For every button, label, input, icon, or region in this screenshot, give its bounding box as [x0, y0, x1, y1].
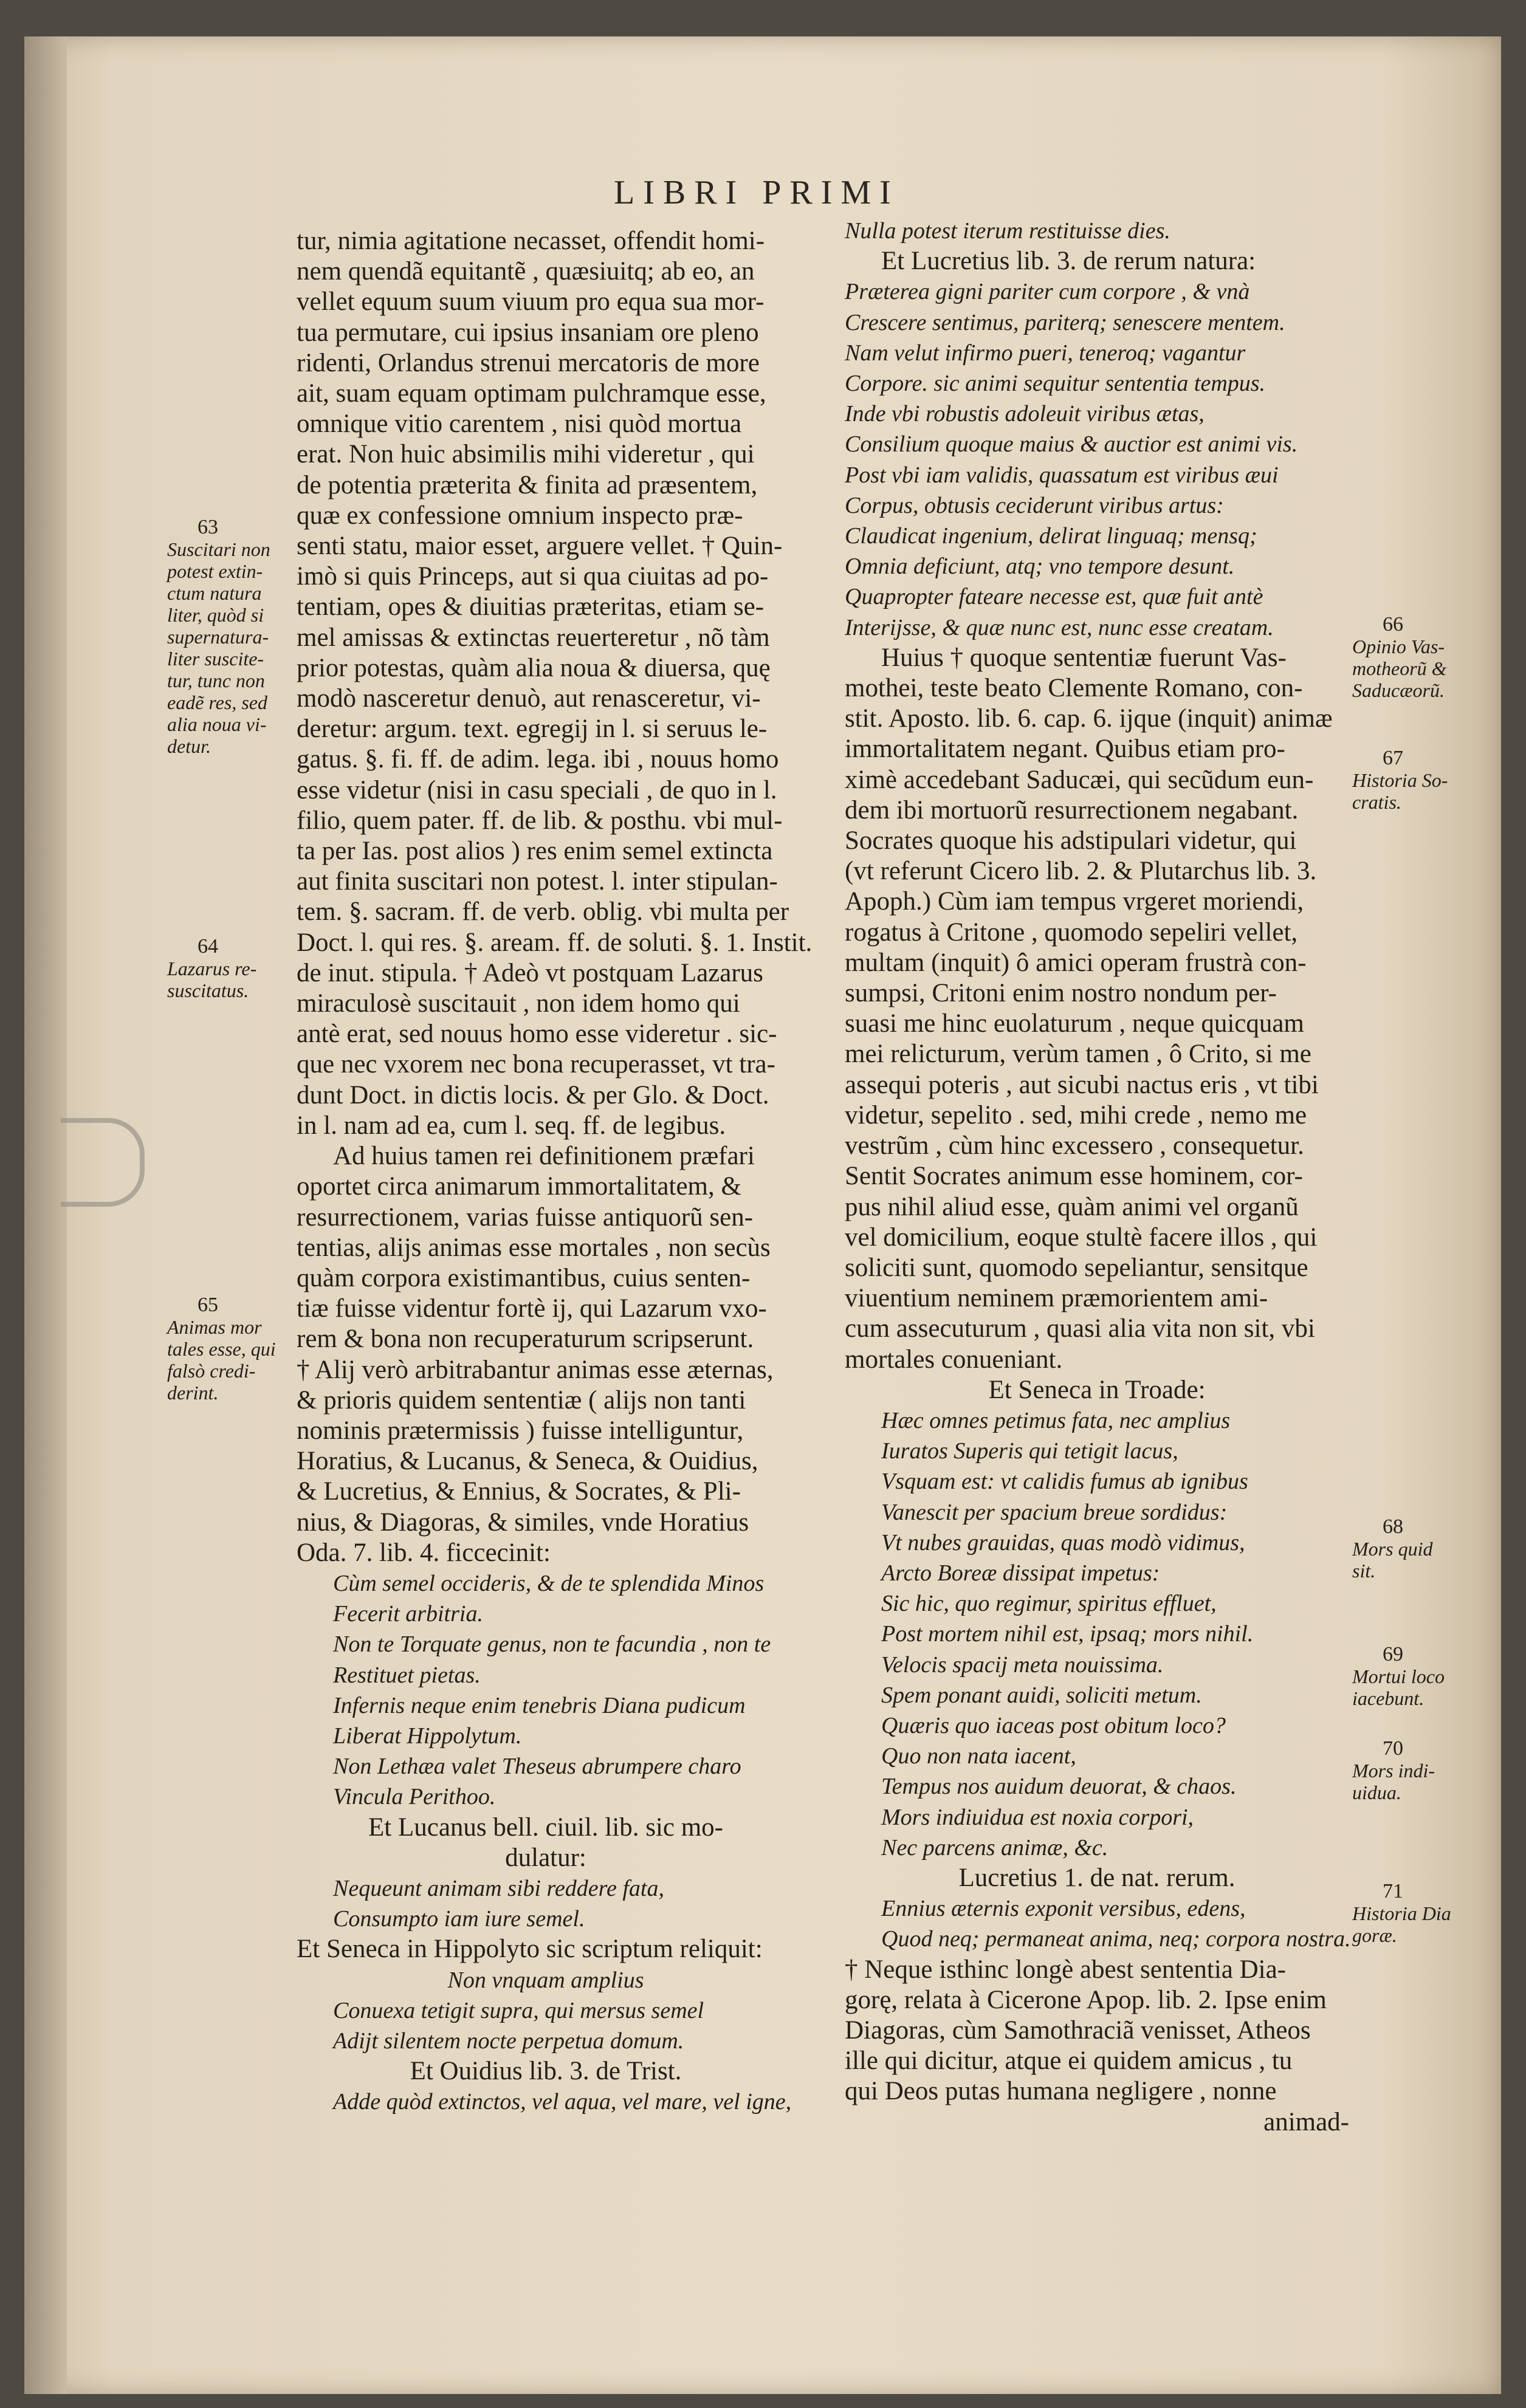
text-line: Sic hic, quo regimur, spiritus effluet,	[881, 1591, 1217, 1617]
text-line: de inut. stipula. † Adeò vt postquam Lazarus	[297, 958, 763, 987]
text-line: tiæ fuisse videntur fortè ij, qui Lazarum vxo-	[297, 1294, 767, 1323]
text-line: Crescere sentimus, pariterq; senescere mentem.	[845, 309, 1285, 335]
margin-note	[1352, 614, 1447, 701]
text-line: Quo non nata iacent,	[881, 1743, 1076, 1769]
text-line: Interijsse, & quæ nunc est, nunc esse creatam.	[845, 614, 1274, 640]
text-line: quàm corpora existimantibus, cuius senten-	[297, 1263, 751, 1292]
text-line: tur, nimia agitatione necasset, offendit homi-	[297, 227, 765, 255]
text-line: Horatius, & Lucanus, & Seneca, & Ouidius,	[297, 1447, 758, 1476]
text-line: Præterea gigni pariter cum corpore , & vnà	[845, 279, 1250, 305]
text-line: Adijt silentem nocte perpetua domum.	[333, 2028, 684, 2054]
text-line: tem. §. sacram. ff. de verb. oblig. vbi multa per	[297, 897, 789, 927]
text-line: ximè accedebant Saducæi, qui secũdum eun-	[845, 765, 1314, 794]
text-line: mei relicturum, verùm tamen , ô Crito, si me	[845, 1040, 1311, 1069]
text-line: Et Seneca in Troade:	[988, 1375, 1206, 1404]
text-line: Socrates quoque his adstipulari videtur, qui	[845, 826, 1297, 856]
text-line: Adde quòd extinctos, vel aqua, vel mare, vel igne,	[333, 2089, 792, 2115]
margin-note-number: 68	[1383, 1515, 1403, 1538]
text-line: Iuratos Superis qui tetigit lacus,	[881, 1438, 1178, 1464]
text-line: in l. nam ad ea, cum l. seq. ff. de legibus.	[297, 1111, 726, 1140]
text-line: Cùm semel occideris, & de te splendida Minos	[333, 1570, 765, 1596]
text-line: pus nihil aliud esse, quàm animi vel organũ	[845, 1192, 1299, 1221]
text-line: qui Deos putas humana negligere , nonne	[845, 2077, 1277, 2106]
text-line: † Neque isthinc longè abest sententia Dia-	[845, 1955, 1287, 1984]
text-line: vellet equum suum viuum pro equa sua mor-	[297, 287, 765, 317]
text-line: Nam velut infirmo pueri, teneroq; vagantur	[845, 340, 1246, 366]
text-line: Conuexa tetigit supra, qui mersus semel	[333, 1997, 704, 2023]
text-line: Omnia deficiunt, atq; vno tempore desunt.	[845, 554, 1235, 580]
text-line: Post mortem nihil est, ipsaq; mors nihil.	[881, 1621, 1254, 1647]
margin-note-line: falsò credi-	[167, 1360, 256, 1382]
text-line: nius, & Diagoras, & similes, vnde Horatius	[297, 1508, 749, 1537]
text-line: ille qui dicitur, atque ei quidem amicus , tu	[845, 2046, 1293, 2076]
margin-note-line: eadẽ res, sed	[167, 691, 267, 713]
margin-note	[167, 516, 270, 757]
text-line: nem quendã equitantẽ , quæsiuitq; ab eo, an	[297, 257, 755, 286]
margin-note	[167, 936, 256, 1001]
right-text-column	[845, 216, 1349, 2138]
text-line: Apoph.) Cùm iam tempus vrgeret moriendi,	[845, 887, 1304, 916]
text-line: Tempus nos auidum deuorat, & chaos.	[881, 1774, 1237, 1800]
margin-note-line: alia noua vi-	[167, 713, 267, 735]
text-line: Nequeunt animam sibi reddere fata,	[333, 1875, 664, 1901]
text-line: Vanescit per spacium breue sordidus:	[881, 1499, 1228, 1525]
margin-note-number: 69	[1383, 1643, 1403, 1665]
text-line: Fecerit arbitria.	[333, 1601, 483, 1627]
margin-note-line: liter, quòd si	[167, 604, 264, 626]
text-line: assequi poteris , aut sicubi nactus eris , vt tibi	[845, 1070, 1319, 1099]
text-line: imò si quis Princeps, aut si qua ciuitas ad po-	[297, 562, 769, 591]
text-line: Hæc omnes petimus fata, nec amplius	[881, 1407, 1231, 1433]
text-line: gatus. §. fi. ff. de adim. lega. ibi , nouus homo	[297, 745, 779, 774]
text-line: que nec vxorem nec bona recuperasset, vt tra-	[297, 1050, 775, 1079]
margin-note	[167, 1294, 276, 1404]
text-line: modò nasceretur denuò, aut renasceretur, vi-	[297, 684, 761, 713]
text-line: tentias, alijs animas esse mortales , non secùs	[297, 1233, 771, 1262]
margin-note-line: goræ.	[1352, 1924, 1397, 1946]
margin-note-line: potest extin-	[167, 560, 263, 582]
margin-note-line: Animas mor	[167, 1316, 262, 1338]
text-line: Nulla potest iterum restituisse dies.	[845, 218, 1170, 244]
text-line: Et Ouidius lib. 3. de Trist.	[410, 2057, 682, 2086]
text-line: (vt referunt Cicero lib. 2. & Plutarchus lib. 3.	[845, 857, 1317, 886]
text-line: Spem ponant auidi, soliciti metum.	[881, 1682, 1202, 1708]
margin-note-line: cratis.	[1352, 791, 1401, 813]
text-line: Infernis neque enim tenebris Diana pudicum	[333, 1692, 746, 1718]
margin-note-number: 67	[1383, 747, 1403, 769]
text-line: de potentia præterita & finita ad præsentem,	[297, 470, 758, 499]
margin-note-line: ctum natura	[167, 582, 262, 604]
text-line: Non Lethæa valet Theseus abrumpere charo	[333, 1754, 741, 1780]
margin-note	[1352, 747, 1448, 813]
text-line: deretur: argum. text. egregij in l. si seruus le-	[297, 715, 768, 744]
binding-edge	[24, 36, 67, 2394]
text-line: dulatur:	[505, 1843, 586, 1872]
text-line: Et Lucanus bell. ciuil. lib. sic mo-	[368, 1813, 723, 1842]
margin-note-number: 63	[198, 516, 218, 538]
margin-note-line: Lazarus re-	[167, 958, 257, 979]
text-line: animad-	[1263, 2107, 1349, 2136]
text-line: cum assecuturum , quasi alia vita non sit, vbi	[845, 1314, 1315, 1343]
text-line: erat. Non huic absimilis mihi videretur , qui	[297, 440, 755, 469]
text-line: & prioris quidem sententiæ ( alijs non tanti	[297, 1385, 746, 1415]
text-line: Et Seneca in Hippolyto sic scriptum reliquit:	[297, 1935, 763, 1964]
text-line: Consumpto iam iure semel.	[333, 1906, 585, 1932]
text-line: † Alij verò arbitrabantur animas esse æternas,	[297, 1355, 774, 1384]
text-line: Post vbi iam validis, quassatum est viribus æui	[845, 462, 1279, 488]
text-line: suasi me hinc euolaturum , neque quicquam	[845, 1009, 1304, 1038]
text-line: senti statu, maior esset, arguere vellet. † Quin-	[297, 532, 783, 561]
running-head: LIBRI PRIMI	[614, 174, 899, 211]
text-line: videtur, sepelito . sed, mihi crede , nemo me	[845, 1100, 1307, 1130]
text-line: stit. Aposto. lib. 6. cap. 6. ijque (inquit) animæ	[845, 704, 1333, 733]
text-line: gorę, relata à Cicerone Apop. lib. 2. Ipse enim	[845, 1985, 1327, 2014]
text-line: dunt Doct. in dictis locis. & per Glo. & Doct.	[297, 1080, 769, 1110]
text-line: & Lucretius, & Ennius, & Socrates, & Pli-	[297, 1477, 741, 1506]
margin-note-line: uidua.	[1352, 1782, 1401, 1803]
text-line: filio, quem pater. ff. de lib. & posthu. vbi mul-	[297, 806, 783, 835]
text-line: Ennius æternis exponit versibus, edens,	[881, 1896, 1246, 1922]
text-line: Diagoras, cùm Samothraciã venisset, Atheos	[845, 2015, 1311, 2045]
text-line: Nec parcens animæ, &c.	[881, 1834, 1108, 1861]
text-line: aut finita suscitari non potest. l. inter stipulan-	[297, 867, 778, 896]
text-line: Vsquam est: vt calidis fumus ab ignibus	[881, 1469, 1248, 1495]
text-line: Inde vbi robustis adoleuit viribus ætas,	[845, 401, 1205, 427]
text-line: resurrectionem, varias fuisse antiquorũ sen-	[297, 1202, 754, 1232]
margin-note-line: Opinio Vas-	[1352, 636, 1445, 657]
text-line: miraculosè suscitauit , non idem homo qui	[297, 989, 740, 1018]
text-line: Sentit Socrates animum esse hominem, cor-	[845, 1162, 1303, 1191]
text-line: Et Lucretius lib. 3. de rerum natura:	[881, 247, 1256, 276]
margin-note-line: tales esse, qui	[167, 1338, 276, 1360]
text-line: Restituet pietas.	[333, 1662, 481, 1688]
left-text-column	[297, 226, 813, 2118]
text-line: Doct. l. qui res. §. aream. ff. de soluti. §. 1. Instit.	[297, 928, 813, 957]
text-line: mothei, teste beato Clemente Romano, con-	[845, 674, 1303, 703]
text-line: Velocis spacij meta nouissima.	[881, 1652, 1164, 1678]
text-line: Liberat Hippolytum.	[333, 1723, 522, 1749]
paper-clip	[61, 1118, 145, 1207]
text-line: prior potestas, quàm alia noua & diuersa, quę	[297, 653, 771, 682]
text-line: Quapropter fateare necesse est, quæ fuit antè	[845, 584, 1263, 610]
margin-note-line: Mors quid	[1352, 1538, 1433, 1560]
margin-note	[1352, 1644, 1445, 1709]
text-line: ridenti, Orlandus strenui mercatoris de more	[297, 348, 760, 377]
text-line: esse videtur (nisi in casu speciali , de quo in l.	[297, 775, 777, 804]
margin-note-line: Historia Dia	[1352, 1902, 1451, 1924]
margin-note	[1352, 1881, 1451, 1946]
text-line: viuentium neminem præmorientem ami-	[845, 1284, 1268, 1313]
margin-note-line: iacebunt.	[1352, 1687, 1425, 1709]
text-line: Quæris quo iaceas post obitum loco?	[881, 1712, 1226, 1738]
text-line: Quod neq; permaneat anima, neq; corpora nostra.	[881, 1926, 1351, 1952]
text-line: Vt nubes grauidas, quas modò vidimus,	[881, 1529, 1245, 1556]
text-line: mortales conueniant.	[845, 1345, 1063, 1374]
margin-note-line: liter suscite-	[167, 648, 264, 670]
margin-note-number: 66	[1383, 613, 1403, 636]
margin-note-line: suscitatus.	[167, 979, 249, 1001]
text-line: mel amissas & extinctas reuerteretur , nõ tàm	[297, 623, 770, 652]
text-line: rem & bona non recuperaturum scripserunt.	[297, 1325, 754, 1354]
text-line: nominis prætermissis ) fuisse intelliguntur,	[297, 1416, 744, 1445]
margin-note-line: motheorũ &	[1352, 657, 1447, 679]
margin-note-line: sit.	[1352, 1560, 1376, 1582]
margin-note-number: 64	[198, 935, 218, 958]
text-line: Lucretius 1. de nat. rerum.	[958, 1863, 1236, 1892]
text-line: vel domicilium, eoque stultè facere illos , qui	[845, 1223, 1318, 1252]
text-line: rogatus à Critone , quomodo sepeliri vellet,	[845, 918, 1298, 947]
margin-note-number: 65	[198, 1294, 218, 1316]
text-line: vestrũm , cùm hinc excessero , consequetur.	[845, 1131, 1304, 1161]
text-line: Non vnquam amplius	[447, 1967, 644, 1993]
text-line: ait, suam equam optimam pulchramque esse,	[297, 379, 766, 408]
text-line: ta per Ias. post alios ) res enim semel extincta	[297, 837, 773, 866]
text-line: Ad huius tamen rei definitionem præfari	[333, 1142, 755, 1171]
margin-note-line: Suscitari non	[167, 538, 270, 560]
text-line: Non te Torquate genus, non te facundia , non te	[333, 1631, 771, 1658]
margin-note-line: Mors indi-	[1352, 1760, 1435, 1782]
text-line: dem ibi mortuorũ resurrectionem negabant.	[845, 795, 1299, 825]
text-line: antè erat, sed nouus homo esse videretur . sic-	[297, 1020, 777, 1049]
text-line: Mors indiuidua est noxia corpori,	[881, 1804, 1194, 1830]
text-line: immortalitatem negant. Quibus etiam pro-	[845, 735, 1285, 764]
text-line: Arcto Boreæ dissipat impetus:	[881, 1560, 1160, 1586]
margin-note-line: Saducæorũ.	[1352, 679, 1445, 701]
margin-note-line: supernatura-	[167, 626, 269, 648]
text-line: Corpus, obtusis ceciderunt viribus artus:	[845, 492, 1224, 518]
text-line: sumpsi, Critoni enim nostro nondum per-	[845, 979, 1277, 1008]
text-line: Claudicat ingenium, delirat linguaq; mensq;	[845, 523, 1257, 549]
margin-note	[1352, 1516, 1432, 1582]
text-line: Oda. 7. lib. 4. ficcecinit:	[297, 1538, 551, 1567]
margin-note-number: 71	[1383, 1880, 1403, 1902]
text-line: Consilium quoque maius & auctior est animi vis.	[845, 431, 1298, 458]
margin-note-line: tur, tunc non	[167, 670, 265, 691]
text-line: quæ ex confessione omnium inspecto præ-	[297, 501, 743, 530]
text-line: Vincula Perithoo.	[333, 1784, 496, 1810]
margin-note-line: Historia So-	[1352, 769, 1448, 791]
text-line: tua permutare, cui ipsius insaniam ore pleno	[297, 318, 759, 347]
text-line: oportet circa animarum immortalitatem, &	[297, 1172, 741, 1201]
text-line: Corpore. sic animi sequitur sententia tempus.	[845, 371, 1266, 397]
margin-note-number: 70	[1383, 1737, 1403, 1760]
margin-note	[1352, 1738, 1435, 1803]
margin-note-line: Mortui loco	[1352, 1665, 1445, 1687]
text-line: Huius † quoque sententiæ fuerunt Vas-	[881, 643, 1287, 672]
margin-note-line: detur.	[167, 735, 211, 757]
text-line: soliciti sunt, quomodo sepeliantur, sensitque	[845, 1253, 1308, 1282]
text-line: omnique vitio carentem , nisi quòd mortua	[297, 410, 742, 439]
text-line: multam (inquit) ô amici operam frustrà con-	[845, 948, 1307, 977]
text-line: tentiam, opes & diuitias præteritas, etiam se-	[297, 592, 765, 622]
margin-note-line: derint.	[167, 1382, 219, 1404]
